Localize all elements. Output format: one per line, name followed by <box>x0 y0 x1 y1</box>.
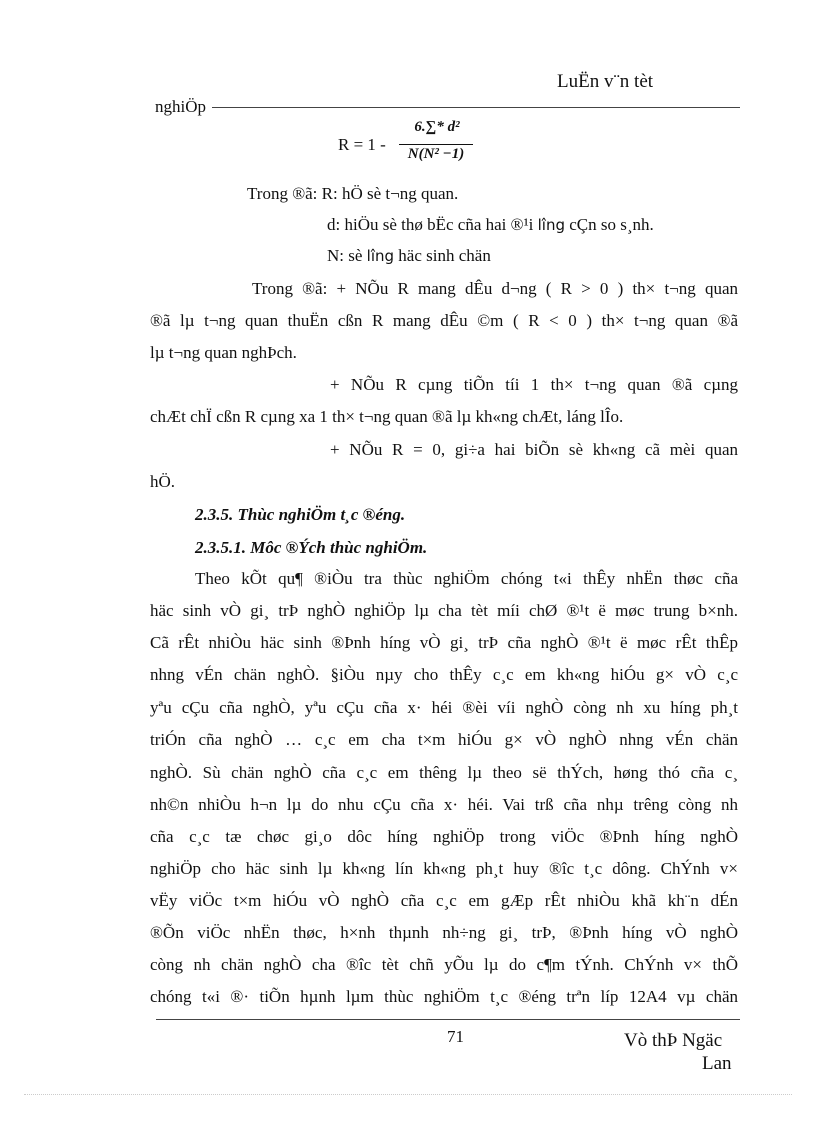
page-number: 71 <box>447 1027 464 1046</box>
definition-n-word: lîng <box>366 247 395 265</box>
paragraph-1-line-2: ®ã lµ t¬ng quan thuËn cßn R mang dÊu ©m ( R < 0 ) th× t¬ng quan ®ã <box>150 311 738 330</box>
body-line-10: nghiÖp cho häc sinh lµ kh«ng lín kh«ng ph¸t huy ®îc t¸c dông. ChÝnh v× <box>150 859 738 878</box>
definition-n-part2: häc sinh chän <box>398 246 491 265</box>
definition-n-part1: N: sè <box>327 246 363 265</box>
footer-rule <box>156 1019 740 1020</box>
body-line-5: yªu cÇu cña nghÒ, yªu cÇu cña x· héi ®èi víi nghÒ còng nh xu híng ph¸t <box>150 698 738 717</box>
definition-n <box>327 246 491 266</box>
formula-numerator: 6.∑* d² <box>414 119 460 135</box>
definition-r: Trong ®ã: R: hÖ sè t¬ng quan. <box>247 184 459 203</box>
definition-d-part1: d: hiÖu sè thø bËc cña hai ®¹i <box>327 215 534 234</box>
paragraph-3-line-2: hÖ. <box>150 472 176 491</box>
subsection-heading: 2.3.5.1. Môc ®Ých thùc nghiÖm. <box>195 538 428 557</box>
formula-fraction-bar <box>399 144 473 145</box>
definition-d-part2: cÇn so s¸nh. <box>569 215 654 234</box>
paragraph-2-line-2: chÆt chÏ cßn R cµng xa 1 th× t¬ng quan ®ã lµ kh«ng chÆt, láng lÎo. <box>150 407 624 426</box>
footer-author-line-2: Lan <box>702 1053 732 1074</box>
body-line-8: nh©n nhiÒu h¬n lµ do nhu cÇu cña x· héi. Vai trß cña nhµ trêng còng nh <box>150 795 738 814</box>
paragraph-1-line-3: lµ t¬ng quan nghÞch. <box>150 343 297 362</box>
paragraph-1-line-1: Trong ®ã: + NÕu R mang dÊu d¬ng ( R > 0 ) th× t¬ng quan <box>252 279 738 298</box>
body-line-13: còng nh chän nghÒ cha ®îc tèt chñ yÕu lµ do c¶m tÝnh. ChÝnh v× thÕ <box>150 955 738 974</box>
body-line-11: vËy viÖc t×m hiÓu vÒ nghÒ cña c¸c em gÆp rÊt nhiÒu khã kh¨n dÉn <box>150 891 738 910</box>
section-heading: 2.3.5. Thùc nghiÖm t¸c ®éng. <box>195 505 406 524</box>
body-line-9: cña c¸c tæ chøc gi¸o dôc híng nghiÖp trong viÖc ®Þnh híng nghÒ <box>150 827 738 846</box>
body-line-1: Theo kÕt qu¶ ®iÒu tra thùc nghiÖm chóng t«i thÊy nhËn thøc cña <box>195 569 738 588</box>
definition-d <box>327 215 654 235</box>
header-title-continued: nghiÖp <box>155 97 206 116</box>
footer-author-line-1: Vò thÞ Ngäc <box>624 1030 723 1051</box>
definition-d-word: lîng <box>537 216 566 234</box>
formula-lhs: R = 1 - <box>338 135 386 154</box>
body-line-6: triÓn cña nghÒ … c¸c em cha t×m hiÓu g× vÒ nghÒ nhng vÉn chän <box>150 730 738 749</box>
header-rule <box>212 107 740 108</box>
body-line-2: häc sinh vÒ gi¸ trÞ nghÒ nghiÖp lµ cha tèt míi chØ ®¹t ë møc trung b×nh. <box>150 601 738 620</box>
body-line-12: ®Õn viÖc nhËn thøc, h×nh thµnh nh÷ng gi¸ trÞ, ®Þnh híng vÒ nghÒ <box>150 923 738 942</box>
body-line-7: nghÒ. Sù chän nghÒ cña c¸c em thêng lµ theo së thÝch, høng thó cña c¸ <box>150 763 738 782</box>
formula-denominator: N(N² −1) <box>407 146 465 162</box>
page-bottom-divider <box>24 1094 792 1095</box>
paragraph-2-line-1: + NÕu R cµng tiÕn tíi 1 th× t¬ng quan ®ã cµng <box>330 375 738 394</box>
body-line-3: Cã rÊt nhiÒu häc sinh ®Þnh híng vÒ gi¸ trÞ cña nghÒ ®¹t ë møc rÊt thÊp <box>150 633 738 652</box>
header-title: LuËn v¨n tèt <box>557 71 654 92</box>
body-line-4: nhng vÉn chän nghÒ. §iÒu nµy cho thÊy c¸c em kh«ng hiÓu g× vÒ c¸c <box>150 665 738 684</box>
body-line-14: chóng t«i ®· tiÕn hµnh lµm thùc nghiÖm t¸c ®éng trªn líp 12A4 vµ chän <box>150 987 738 1006</box>
paragraph-3-line-1: + NÕu R = 0, gi÷a hai biÕn sè kh«ng cã mèi quan <box>330 440 738 459</box>
